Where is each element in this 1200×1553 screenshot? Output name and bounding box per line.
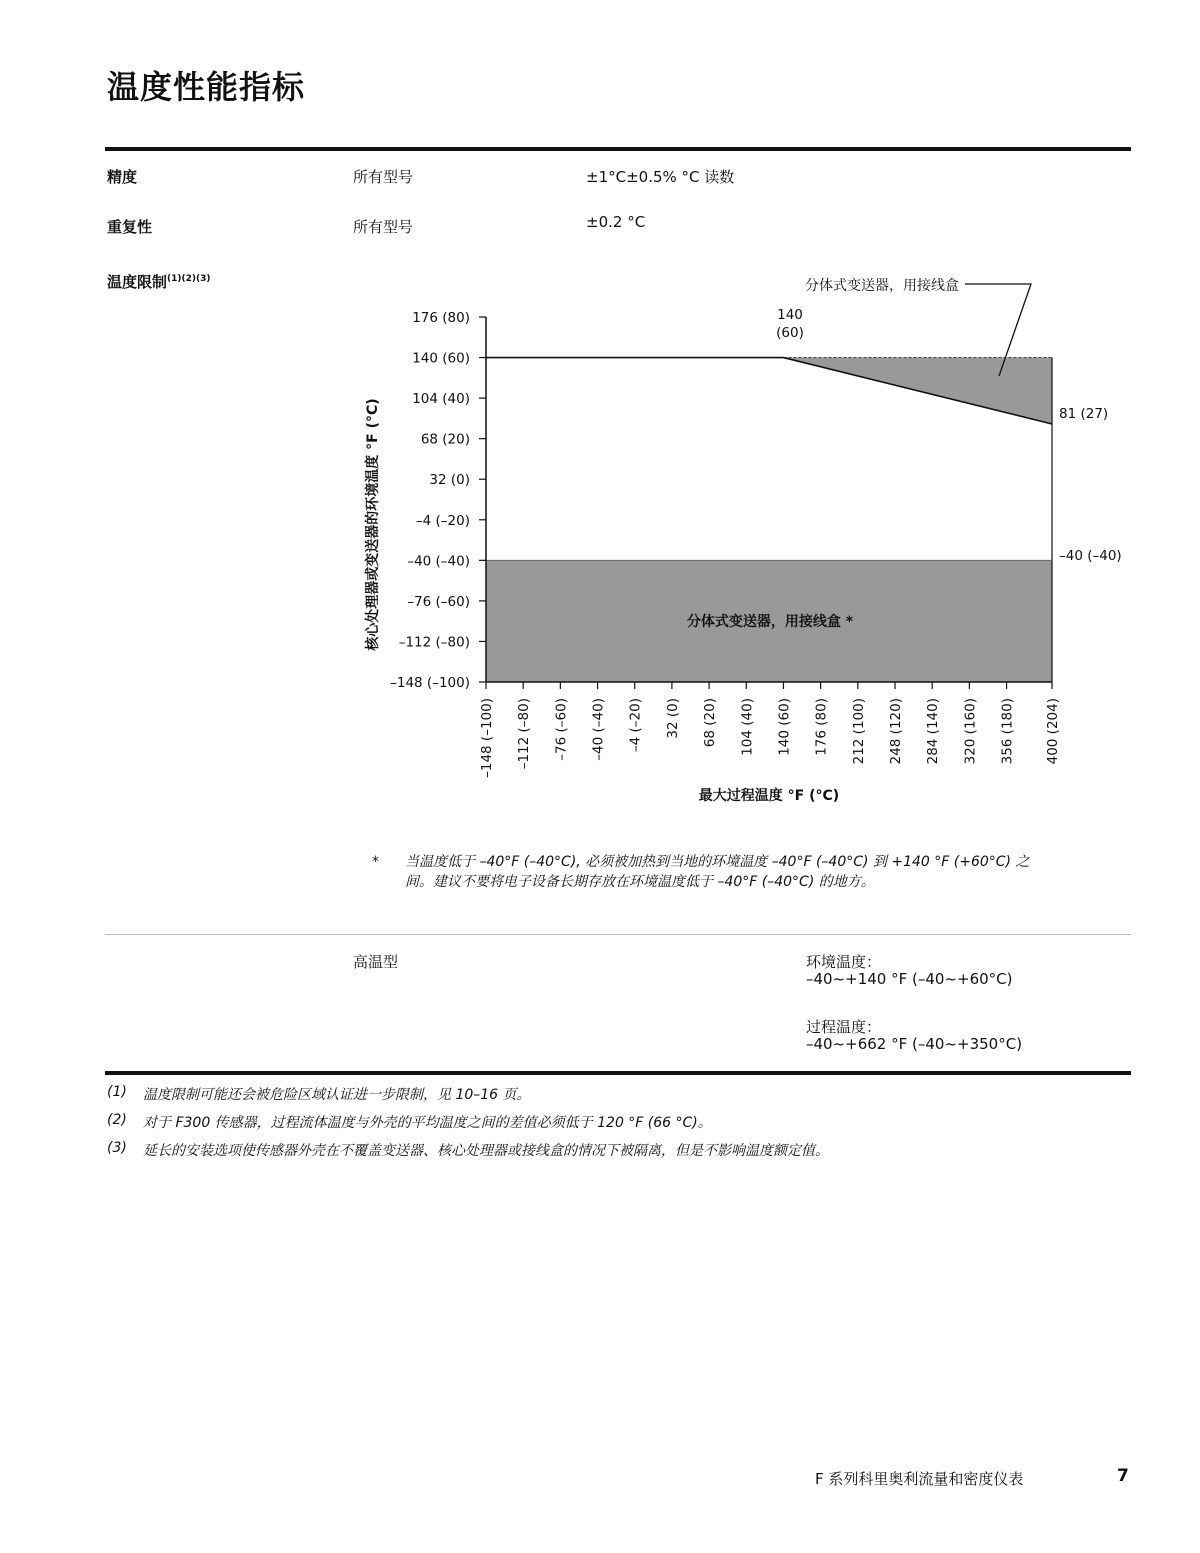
footnote-3-text: 延长的安装选项使传感器外壳在不覆盖变送器、核心处理器或接线盒的情况下被隔离，但是不影响温度额定值。 xyxy=(143,1143,829,1159)
x-tick-label: 212 (100) xyxy=(850,698,867,765)
x-tick-label: –40 (–40) xyxy=(590,698,607,761)
y-tick-label: –76 (–60) xyxy=(407,593,470,610)
chart-note-line-2: 间。建议不要将电子设备长期存放在环境温度低于 –40°F (–40°C) 的地方。 xyxy=(405,874,875,890)
x-tick-label: 248 (120) xyxy=(888,698,905,765)
bottom-rule xyxy=(105,1071,1131,1075)
section-divider xyxy=(105,934,1131,935)
right-label-minus40: –40 (–40) xyxy=(1059,548,1122,564)
y-tick-label: 140 (60) xyxy=(412,350,470,367)
y-axis-title: 核心处理器或变送器的环境温度 °F (°C) xyxy=(365,398,381,651)
y-tick-label: –4 (–20) xyxy=(415,512,470,529)
chart-note-line-1: 当温度低于 –40°F (–40°C), 必须被加热到当地的环境温度 –40°F (–40°C) 到 +140 °F (+60°C) 之 xyxy=(405,854,1030,870)
temp-limits-text: 温度限制 xyxy=(107,273,168,291)
x-tick-label: 284 (140) xyxy=(925,698,942,765)
y-tick-label: 32 (0) xyxy=(429,472,470,489)
spec-model-accuracy: 所有型号 xyxy=(353,168,414,186)
break-label-140: 140 xyxy=(777,307,803,323)
ambient-temp-value: –40~+140 °F (–40~+60°C) xyxy=(806,970,1013,988)
footnote-3-num: (3) xyxy=(107,1140,127,1156)
y-tick-label: 104 (40) xyxy=(412,391,470,408)
page-title: 温度性能指标 xyxy=(107,68,306,106)
footnote-2-num: (2) xyxy=(107,1112,127,1128)
x-tick-label: 176 (80) xyxy=(813,698,830,756)
x-tick-label: –4 (–20) xyxy=(627,698,644,753)
band-label: 分体式变送器，用接线盒 * xyxy=(686,614,854,630)
temp-limits-refs: (1)(2)(3) xyxy=(167,274,211,284)
high-temp-model: 高温型 xyxy=(353,953,399,971)
footnote-1-text: 温度限制可能还会被危险区域认证进一步限制，见 10–16 页。 xyxy=(143,1087,531,1103)
spec-model-repeatability: 所有型号 xyxy=(353,218,414,236)
page-number: 7 xyxy=(1117,1466,1129,1486)
y-tick-label: –112 (–80) xyxy=(398,634,470,651)
chart-note-text xyxy=(405,852,1125,892)
spec-label-accuracy: 精度 xyxy=(107,168,138,186)
y-tick-label: –40 (–40) xyxy=(407,553,470,570)
x-tick-label: –148 (–100) xyxy=(479,698,495,778)
x-tick-label: 356 (180) xyxy=(999,698,1016,765)
footer-title: F 系列科里奥利流量和密度仪表 xyxy=(815,1470,1024,1488)
chart-note-marker: * xyxy=(372,854,379,870)
x-tick-label: 140 (60) xyxy=(776,698,793,756)
spec-value-repeatability: ±0.2 °C xyxy=(586,213,646,231)
y-tick-label: 176 (80) xyxy=(412,310,470,326)
y-tick-label: –148 (–100) xyxy=(390,675,470,691)
x-tick-label: 320 (160) xyxy=(962,698,979,765)
x-tick-label: 104 (40) xyxy=(739,698,756,756)
x-tick-label: –76 (–60) xyxy=(553,698,570,761)
footnote-1-num: (1) xyxy=(107,1084,127,1100)
top-callout-label: 分体式变送器，用接线盒 xyxy=(805,278,959,294)
x-axis-title: 最大过程温度 °F (°C) xyxy=(698,788,840,804)
footnote-2-text: 对于 F300 传感器，过程流体温度与外壳的平均温度之间的差值必须低于 120 °F (66 °C)。 xyxy=(143,1115,712,1131)
process-temp-value: –40~+662 °F (–40~+350°C) xyxy=(806,1035,1023,1053)
x-tick-label: 68 (20) xyxy=(702,698,719,748)
x-tick-label: 400 (204) xyxy=(1045,698,1061,765)
x-tick-label: –112 (–80) xyxy=(516,698,533,770)
x-tick-label: 32 (0) xyxy=(664,698,681,739)
break-label-60: (60) xyxy=(776,325,804,341)
spec-label-repeatability: 重复性 xyxy=(107,218,153,236)
right-label-81: 81 (27) xyxy=(1059,406,1109,422)
spec-value-accuracy: ±1°C±0.5% °C 读数 xyxy=(586,168,735,186)
y-tick-label: 68 (20) xyxy=(420,431,470,448)
ambient-temp-label: 环境温度： xyxy=(806,953,882,971)
process-temp-label: 过程温度： xyxy=(806,1018,882,1036)
